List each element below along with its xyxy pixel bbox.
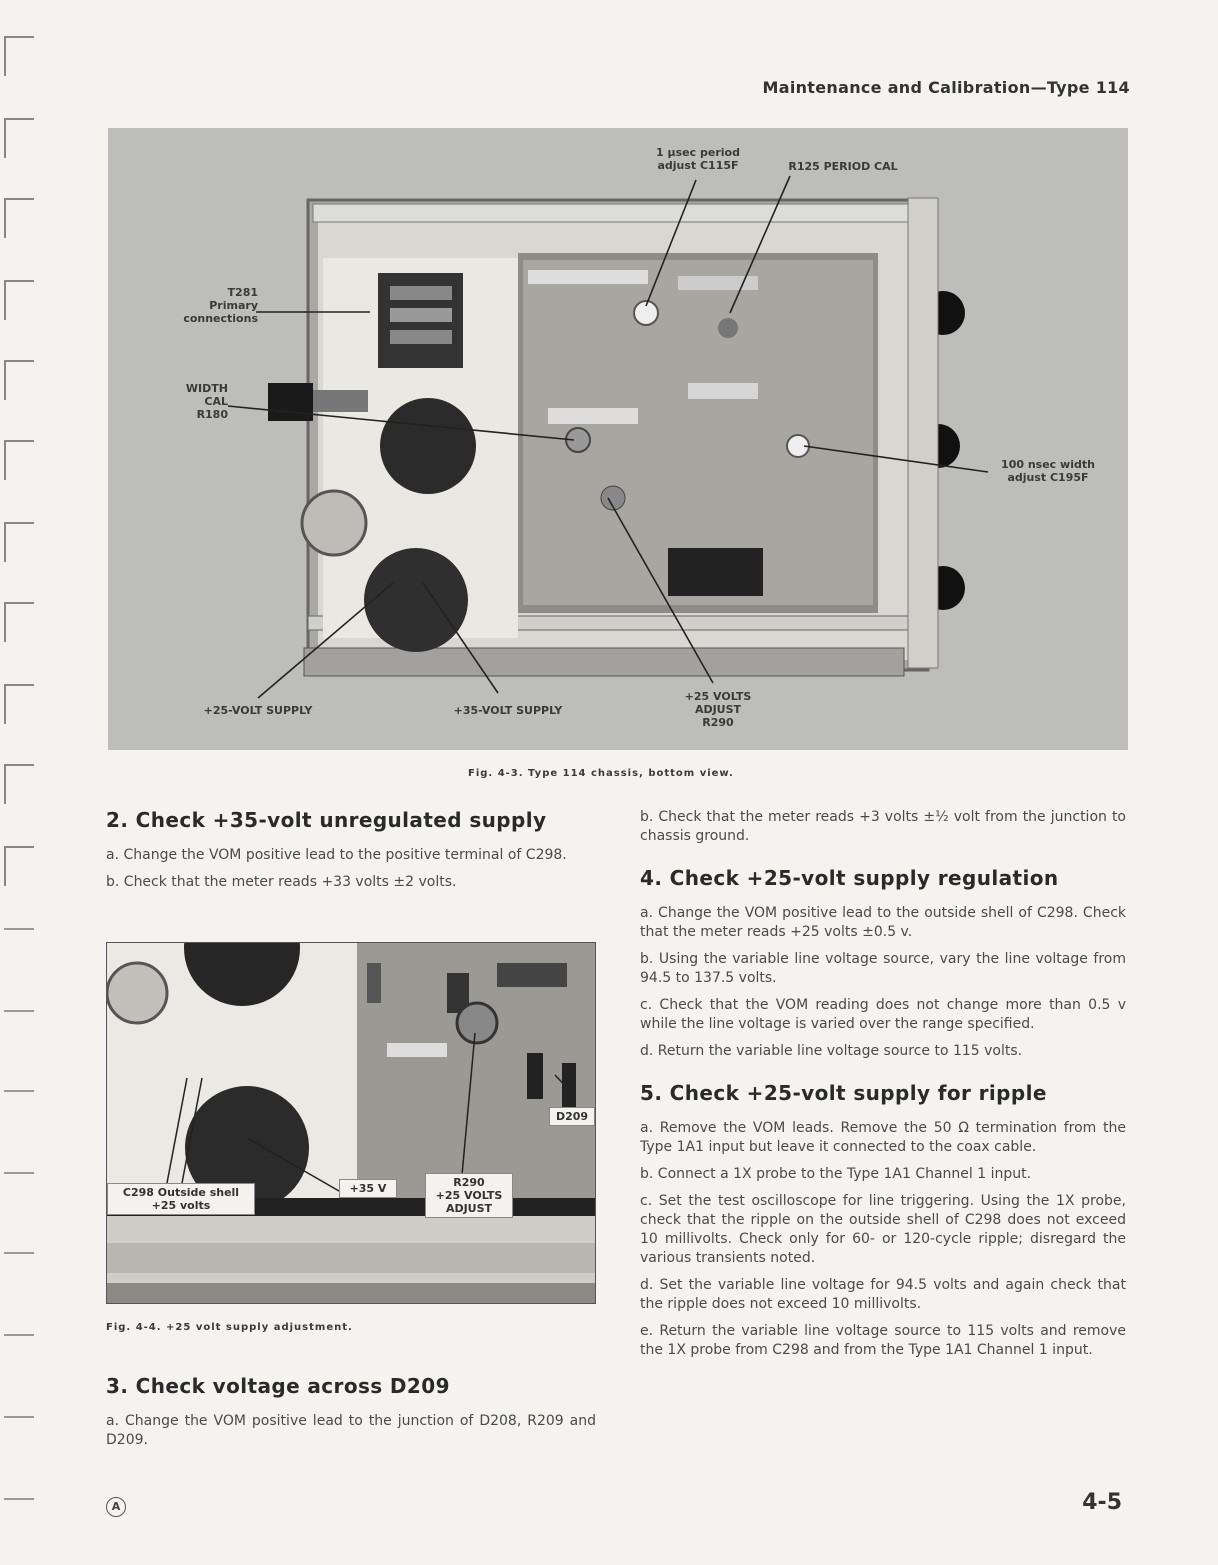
figure-4-4-caption: Fig. 4-4. +25 volt supply adjustment. — [106, 1322, 353, 1333]
running-header: Maintenance and Calibration—Type 114 — [762, 78, 1130, 97]
section-4-step-d: d. Return the variable line voltage source to 115 volts. — [640, 1043, 1023, 1059]
section-2 — [106, 808, 596, 892]
section-5 — [640, 1081, 1126, 1360]
label-t281: T281 Primary connections — [183, 286, 258, 325]
section-4-step-b: b. Using the variable line voltage source, vary the line voltage from 94.5 to 137.5 volts. — [640, 951, 1126, 986]
publisher-logo-icon: A — [106, 1497, 126, 1517]
chassis-photo — [108, 128, 1128, 750]
label-c195f: 100 nsec width adjust C195F — [1001, 458, 1095, 484]
label-r290: +25 VOLTS ADJUST R290 — [684, 690, 752, 729]
section-3 — [106, 1374, 596, 1450]
binder-edge — [0, 0, 40, 1565]
section-5-step-b: b. Connect a 1X probe to the Type 1A1 Channel 1 input. — [640, 1166, 1032, 1182]
left-column — [106, 808, 596, 912]
page-number: 4-5 — [1082, 1490, 1122, 1515]
section-5-step-d: d. Set the variable line voltage for 94.5 volts and again check that the ripple does not exceed 10 millivolts. — [640, 1277, 1126, 1312]
section-4-heading: 4. Check +25-volt supply regulation — [640, 866, 1059, 890]
section-3-continued — [640, 808, 1126, 846]
label-r180: WIDTH CAL R180 — [185, 382, 228, 421]
section-4 — [640, 866, 1126, 1061]
section-3-heading: 3. Check voltage across D209 — [106, 1374, 450, 1398]
section-2-heading: 2. Check +35-volt unregulated supply — [106, 808, 547, 832]
section-3-step-b: b. Check that the meter reads +3 volts ±½ volt from the junction to chassis ground. — [640, 809, 1126, 844]
tag-35v: +35 V — [339, 1179, 397, 1198]
right-column — [640, 808, 1126, 1380]
label-c115f: 1 µsec period adjust C115F — [656, 146, 740, 172]
figure-4-3-caption: Fig. 4-3. Type 114 chassis, bottom view. — [468, 768, 734, 779]
section-5-heading: 5. Check +25-volt supply for ripple — [640, 1081, 1047, 1105]
adjustment-photo — [107, 943, 596, 1304]
figure-supply-adjustment — [106, 942, 596, 1304]
section-5-step-c: c. Set the test oscilloscope for line triggering. Using the 1X probe, check that the ripple on the outside shell of C298 does not exceed 10 millivolts. Check only for 60- or 120-cycle ripple; disregard the various transients noted. — [640, 1193, 1126, 1266]
left-column-lower — [106, 1374, 596, 1470]
label-35v-supply: +35-VOLT SUPPLY — [453, 704, 563, 717]
label-r125: R125 PERIOD CAL — [788, 160, 898, 173]
section-4-step-c: c. Check that the VOM reading does not change more than 0.5 v while the line voltage is varied over the range specified. — [640, 997, 1126, 1032]
tag-c298: C298 Outside shell +25 volts — [107, 1183, 255, 1215]
label-25v-supply: +25-VOLT SUPPLY — [203, 704, 313, 717]
section-5-step-e: e. Return the variable line voltage source to 115 volts and remove the 1X probe from C298 and from the Type 1A1 Channel 1 input. — [640, 1323, 1126, 1358]
section-2-step-a: a. Change the VOM positive lead to the positive terminal of C298. — [106, 847, 567, 863]
tag-d209: D209 — [549, 1107, 595, 1126]
section-3-step-a: a. Change the VOM positive lead to the junction of D208, R209 and D209. — [106, 1413, 596, 1448]
figure-chassis-bottom-view — [108, 128, 1128, 750]
tag-r290: R290 +25 VOLTS ADJUST — [425, 1173, 513, 1218]
section-4-step-a: a. Change the VOM positive lead to the outside shell of C298. Check that the meter reads +25 volts ±0.5 v. — [640, 905, 1126, 940]
section-2-step-b: b. Check that the meter reads +33 volts ±2 volts. — [106, 874, 457, 890]
section-5-step-a: a. Remove the VOM leads. Remove the 50 Ω termination from the Type 1A1 input but leave it connected to the coax cable. — [640, 1120, 1126, 1155]
